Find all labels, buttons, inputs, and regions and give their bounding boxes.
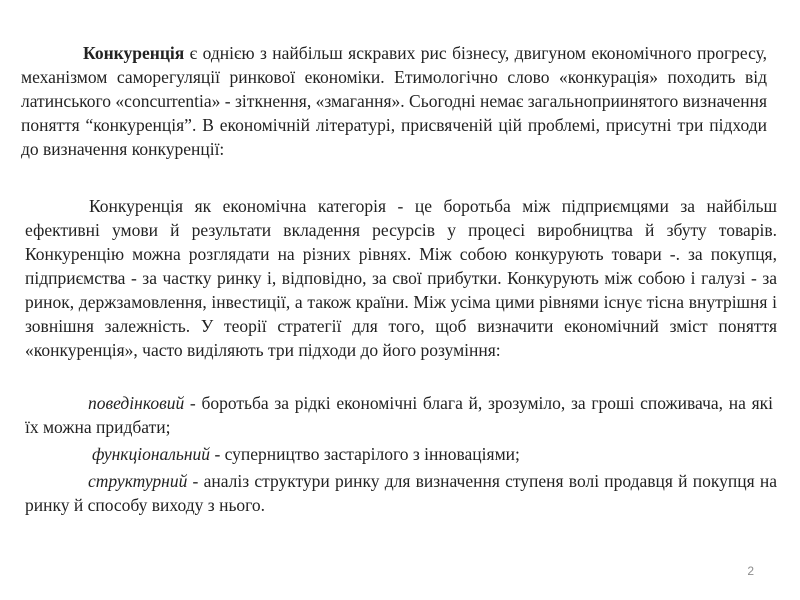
approach-structural-term: структурний	[88, 471, 188, 491]
main-paragraph: Конкуренція як економічна категорія - це боротьба між підприємцями за найбільш ефективні умови й результати вкладення ресурсів у процесі виробництва й збуту товарів. Конкуренцію можна розглядати на різних рівнях. Між собою конкурують товари -. за покупця, підприємства - за частку ринку і, відповідно, за свої прибутки. Конкурують між собою і галузі - за ринок, держзамовлення, інвестиції, а також країни. Між усіма цими рівнями існує тісна внутрішня і зовнішня залежність. У теорії стратегії для того, щоб визначити економічний зміст поняття «конкуренція», часто виділяють три підходи до його розуміння:	[25, 196, 777, 360]
intro-term: Конкуренція	[83, 43, 185, 63]
intro-text: є однією з найбільш яскравих рис бізнесу, двигуном економічного прогресу, механізмом саморегуляції ринкової економіки. Етимологічно слово «конкурація» походить від латинського «concurrentia» - зіткнення, «змагання». Сьогодні немає загальноприинятого визначення поняття “конкуренція”. В економічній літературі, присвяченій цій проблемі, присутні три підходи до визначення конкуренції:	[21, 43, 767, 159]
approach-behavioral-text: - боротьба за рідкі економічні блага й, зрозуміло, за гроші споживача, на які їх можна придбати;	[25, 393, 773, 437]
approach-functional-text: - суперництво застарілого з інноваціями;	[210, 444, 520, 464]
approach-functional-term: функціональний	[92, 444, 211, 464]
approach-behavioral	[25, 391, 773, 439]
page-number: 2	[747, 564, 754, 578]
intro-paragraph	[21, 41, 767, 161]
approach-structural-text: - аналіз структури ринку для визначення ступеня волі продавця й покупця на ринку й способу виходу з нього.	[25, 471, 777, 515]
approach-functional	[25, 442, 773, 466]
approach-structural	[25, 469, 777, 517]
approach-behavioral-term: поведінковий	[88, 393, 185, 413]
